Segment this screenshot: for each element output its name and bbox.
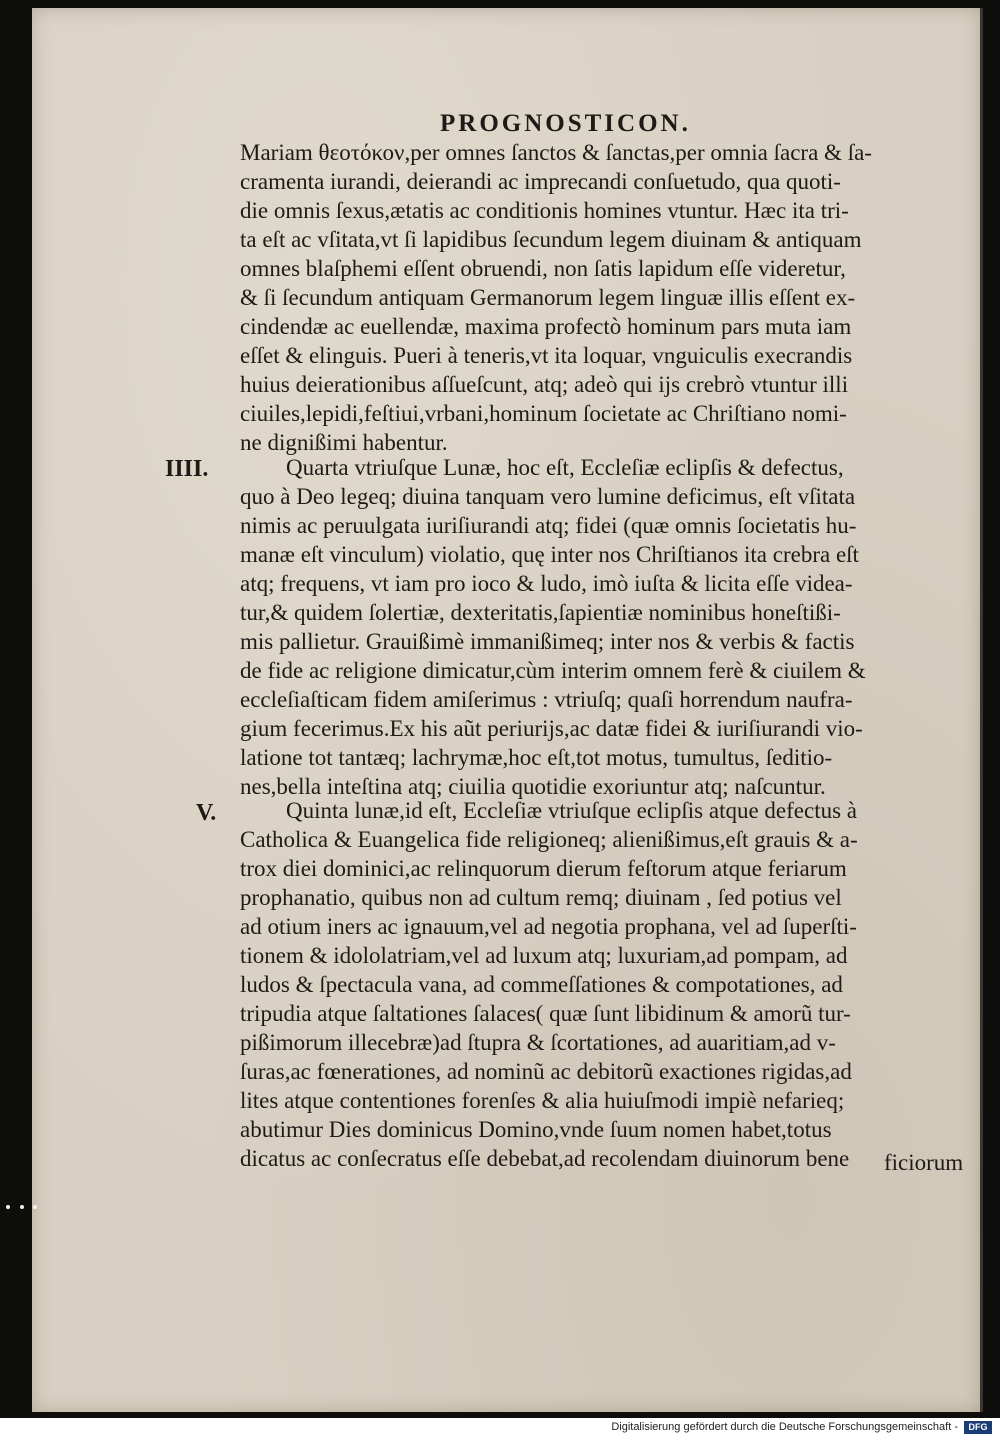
catchword: ficiorum — [884, 1150, 964, 1175]
text-line: omnes blaſphemi eſſent obruendi, non ſatis lapidum eſſe videretur, — [240, 256, 846, 281]
edge-dot — [20, 1205, 24, 1209]
text-line: pißimorum illecebræ)ad ſtupra & ſcortationes, ad auaritiam,ad v- — [240, 1030, 836, 1055]
text-line: abutimur Dies dominicus Domino,vnde ſuum nomen habet,totus — [240, 1117, 832, 1142]
text-line: quo à Deo legeq; diuina tanquam vero lumine deficimus, eſt vſitata — [240, 484, 856, 509]
text-line: ad otium iners ac ignauum,vel ad negotia prophana, vel ad ſuperſti- — [240, 914, 857, 939]
text-line: nimis ac peruulgata iuriſiurandi atq; fidei (quæ omnis ſocietatis hu- — [240, 513, 857, 538]
text-line: ludos & ſpectacula vana, ad commeſſationes & compotationes, ad — [240, 972, 843, 997]
text-line: atq; frequens, vt iam pro ioco & ludo, imò iuſta & licita eſſe videa- — [240, 571, 853, 596]
text-line: manæ eſt vinculum) violatio, quę inter nos Chriſtianos ita crebra eſt — [240, 542, 859, 567]
text-line: Catholica & Euangelica fide religioneq; alienißimus,eſt grauis & a- — [240, 827, 858, 852]
text-line: eccleſiaſticam fidem amiſerimus : vtriuſq; quaſi horrendum naufra- — [240, 687, 853, 712]
text-line: ta eſt ac vſitata,vt ſi lapidibus ſecundum legem diuinam & antiquam — [240, 227, 862, 252]
text-line: ſuras,ac fœnerationes, ad nominũ ac debitorũ exactiones rigidas,ad — [240, 1059, 852, 1084]
text-line: trox diei dominici,ac relinquorum dierum feſtorum atque feriarum — [240, 856, 847, 881]
text-line: ciuiles,lepidi,feſtiui,vrbani,hominum ſocietate ac Chriſtiano nomi- — [240, 401, 847, 426]
page-edge — [980, 8, 983, 1412]
text-line: de fide ac religione dimicatur,cùm interim omnem ferè & ciuilem & — [240, 658, 866, 683]
text-line: ne dignißimi habentur. — [240, 430, 448, 455]
paragraph-2 — [240, 453, 952, 801]
paragraph-1 — [240, 138, 952, 457]
text-line: die omnis ſexus,ætatis ac conditionis homines vtuntur. Hæc ita tri- — [240, 198, 849, 223]
text-line: Quinta lunæ,id eſt, Eccleſiæ vtriuſque eclipſis atque defectus à — [286, 798, 858, 823]
text-line: prophanatio, quibus non ad cultum remq; diuinam , ſed potius vel — [240, 885, 842, 910]
edge-dot — [33, 1205, 37, 1209]
text-line: latione tot tantæq; lachrymæ,hoc eſt,tot motus, tumultus, ſeditio- — [240, 745, 833, 770]
section-marker-4: IIII. — [165, 456, 209, 482]
text-line: nes,bella inteſtina atq; ciuilia quotidie exoriuntur atq; naſcuntur. — [240, 774, 826, 799]
text-line: dicatus ac conſecratus eſſe debebat,ad recolendam diuinorum bene — [240, 1146, 850, 1171]
text-line: huius deierationibus aſſueſcunt, atq; adeò qui ijs crebrò vtuntur illi — [240, 372, 849, 397]
paragraph-3 — [240, 796, 952, 1173]
running-head: PROGNOSTICON. — [440, 110, 691, 137]
edge-dot — [6, 1205, 10, 1209]
text-line: tur,& quidem ſolertiæ, dexteritatis,ſapientiæ nominibus honeſtißi- — [240, 600, 841, 625]
text-line: & ſi ſecundum antiquam Germanorum legem linguæ illis eſſent ex- — [240, 285, 856, 310]
text-line: gium fecerimus.Ex his aũt periurijs,ac datæ fidei & iuriſiurandi vio- — [240, 716, 863, 741]
text-line: tionem & idololatriam,vel ad luxum atq; luxuriam,ad pompam, ad — [240, 943, 848, 968]
text-line: lites atque contentiones forenſes & alia huiuſmodi impiè nefarieq; — [240, 1088, 845, 1113]
text-line: eſſet & elinguis. Pueri à teneris,vt ita loquar, vnguiculis execrandis — [240, 343, 853, 368]
scan-edge-dots — [0, 1205, 40, 1213]
text-line: Quarta vtriuſque Lunæ, hoc eſt, Eccleſiæ eclipſis & defectus, — [286, 455, 844, 480]
text-line: tripudia atque ſaltationes ſalaces( quæ ſunt libidinum & amorũ tur- — [240, 1001, 851, 1026]
footer-bar — [0, 1418, 1000, 1438]
text-line: Mariam θεοτόκον,per omnes ſanctos & ſanctas,per omnia ſacra & ſa- — [240, 140, 872, 165]
funding-notice: Digitalisierung gefördert durch die Deutsche Forschungsgemeinschaft - — [611, 1421, 958, 1433]
text-line: cindendæ ac euellendæ, maxima profectò hominum pars muta iam — [240, 314, 852, 339]
text-line: mis pallietur. Grauißimè immanißimeq; inter nos & verbis & factis — [240, 629, 855, 654]
text-line: cramenta iurandi, deierandi ac imprecandi conſuetudo, qua quoti- — [240, 169, 841, 194]
section-marker-5: V. — [196, 800, 217, 826]
dfg-logo-icon: DFG — [964, 1421, 992, 1434]
